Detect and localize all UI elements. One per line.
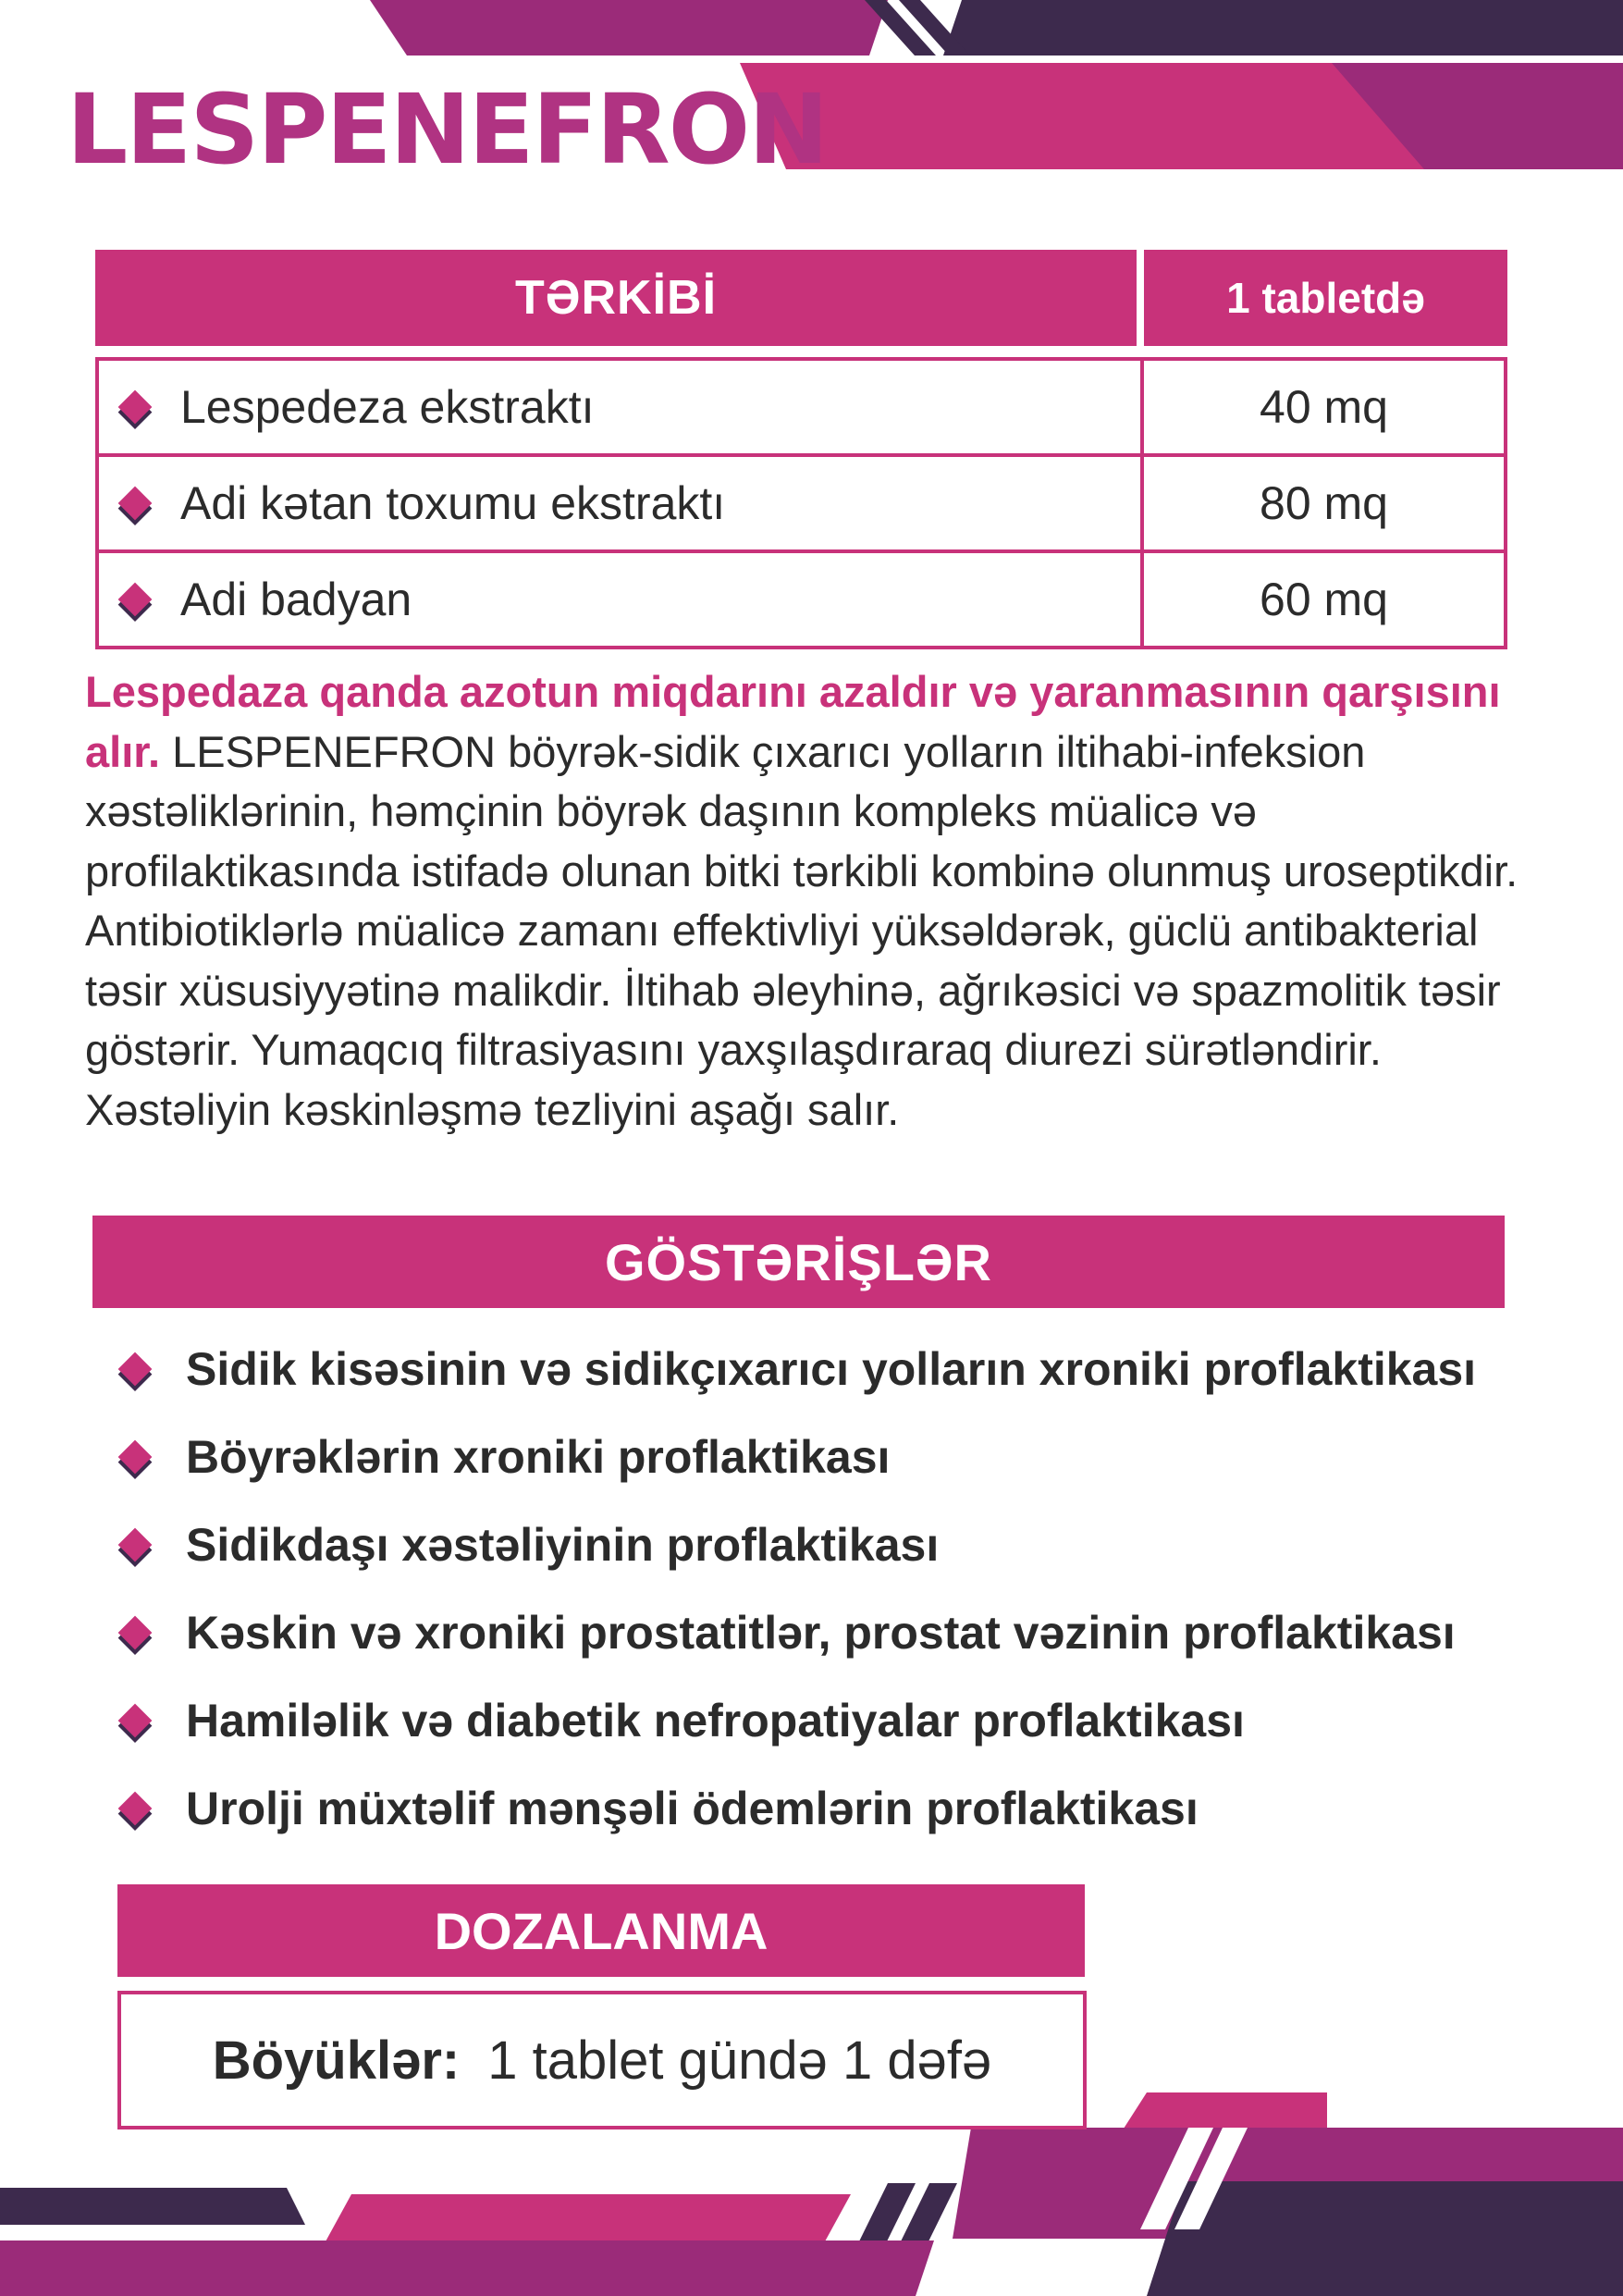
- indication-text: Sidikdaşı xəstəliyinin proflaktikası: [186, 1518, 940, 1571]
- indication-text: Kəskin və xroniki prostatitlər, prostat vəzinin proflaktikası: [186, 1606, 1456, 1659]
- composition-table: [95, 357, 1507, 649]
- ingredient-amount: 40 mq: [1260, 381, 1388, 433]
- ingredient-name: Adi badyan: [180, 574, 412, 625]
- dosage-value: 1 tablet gündə 1 dəfə: [487, 2030, 992, 2091]
- list-item: [117, 1764, 1476, 1852]
- diamond-bullet-icon: [118, 1791, 153, 1825]
- indication-text: Böyrəklərin xroniki proflaktikası: [186, 1430, 891, 1483]
- table-row: [99, 457, 1504, 553]
- bottom-deco-dark-left: [0, 2188, 305, 2225]
- list-item: [117, 1676, 1476, 1764]
- list-item: [117, 1325, 1476, 1413]
- diamond-bullet-icon: [118, 1615, 153, 1649]
- ingredient-cell: [99, 553, 1144, 646]
- diamond-bullet-icon: [118, 1439, 153, 1474]
- ingredient-name: Adi kətan toxumu ekstraktı: [180, 477, 726, 529]
- top-deco-purple-band: [370, 0, 888, 56]
- indications-heading: GÖSTƏRİŞLƏR: [92, 1216, 1505, 1308]
- ingredient-name: Lespedeza ekstraktı: [180, 381, 595, 433]
- bottom-deco-purple-base: [0, 2240, 934, 2296]
- composition-header-amount: 1 tabletdə: [1144, 250, 1507, 346]
- ingredient-cell: [99, 361, 1144, 453]
- dosage-box: [117, 1991, 1087, 2129]
- diamond-bullet-icon: [118, 1703, 153, 1737]
- top-deco-dark-band: [943, 0, 1623, 56]
- description-body: LESPENEFRON böyrək-sidik çıxarıcı yolların iltihabi-infeksion xəstəliklərinin, həmçinin böyrək daşının kompleks müalicə və profilaktikasında istifadə olunan bitki tərkibli kombinə olunmuş uroseptikdir. Antibiotiklərlə müalicə zamanı effektivliyi yüksəldərək, güclü antibakterial təsir xüsusiyyətinə malikdir. İltihab əleyhinə, ağrıkəsici və spazmolitik təsir göstərir. Yumaqcıq filtrasiyasını yaxşılaşdıraraq diurezi sürətləndirir. Xəstəliyin kəskinləşmə tezliyini aşağı salır.: [85, 726, 1518, 1134]
- diamond-bullet-icon: [118, 1352, 153, 1386]
- list-item: [117, 1413, 1476, 1500]
- indication-text: Urolji müxtəlif mənşəli ödemlərin proflaktikası: [186, 1782, 1199, 1834]
- list-item: [117, 1500, 1476, 1588]
- diamond-bullet-icon: [118, 1527, 153, 1562]
- composition-header-ingredient: TƏRKİBİ: [95, 250, 1137, 346]
- dosage-label: Böyüklər:: [212, 2030, 461, 2091]
- indication-text: Hamiləlik və diabetik nefropatiyalar proflaktikası: [186, 1694, 1245, 1747]
- description-lead: Lespedaza qanda azotun miqdarını azaldır və yaranmasının qarşısını alır.: [85, 667, 1501, 776]
- diamond-bullet-icon: [118, 487, 153, 521]
- ingredient-cell: [99, 457, 1144, 549]
- indication-text: Sidik kisəsinin və sidikçıxarıcı yolların xroniki proflaktikası: [186, 1342, 1477, 1395]
- dosage-heading: DOZALANMA: [117, 1884, 1085, 1977]
- list-item: [117, 1588, 1476, 1676]
- ingredient-amount: 80 mq: [1260, 477, 1388, 529]
- indications-list: [117, 1325, 1476, 1852]
- bottom-deco-dark-right: [1147, 2181, 1623, 2296]
- diamond-bullet-icon: [118, 583, 153, 617]
- diamond-bullet-icon: [118, 390, 153, 425]
- table-row: [99, 361, 1504, 457]
- product-title: LESPENEFRON: [67, 73, 828, 186]
- ingredient-amount: 60 mq: [1260, 574, 1388, 625]
- table-row: [99, 553, 1504, 646]
- description-paragraph: [85, 662, 1565, 1140]
